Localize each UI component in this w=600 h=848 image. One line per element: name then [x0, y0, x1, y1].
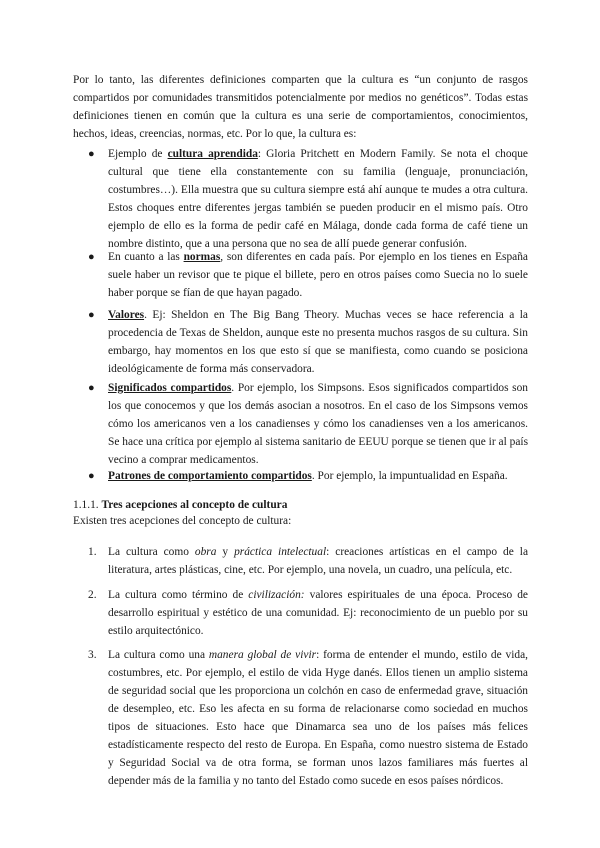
bullet-item: En cuanto a las normas, son diferentes en cada país. Por ejemplo en los tienes en España suele haber un revisor que te pique el billete, pero en otros países como Suecia no lo suele haber porque se fían de que hayan pagado. [108, 251, 528, 299]
bullet-item: Ejemplo de cultura aprendida: Gloria Pritchett en Modern Family. Se nota el choque cultural que tiene ella constantemente con su familia (lenguaje, pronunciación, costumbres…). Ella muestra que su cultura siempre está ahí aunque te mudes a otra cultura. Estos choques entre diferentes jergas también se pueden producir en el mismo país. Otro ejemplo de ello es la forma de pedir café en Málaga, donde cada forma de café tiene un nombre distinto, que a una persona que no sea de allí puede generar confusión. [108, 148, 528, 250]
bullet-dot-icon: ● [88, 309, 95, 321]
list-number: 3. [88, 649, 97, 661]
numbered-item: La cultura como una manera global de vivir: forma de entender el mundo, estilo de vida, costumbres, etc. Por ejemplo, el estilo de vida Hyge danés. Ellos tienen un amplio sistema de seguridad social que les proporciona un colchón en caso de enfermedad grave, situación de desempleo, etc. Eso les afecta en su forma de relacionarse como sociedad en muchos tipos de situaciones. Esto hace que Dinamarca sea uno de los países más felices estadísticamente respecto del resto de Europa. En España, como nuestro sistema de Estado y Seguridad Social va de otra forma, se forman unos lazos familiares más fuertes al depender más de la familia y no tanto del Estado como sucede en esos países nórdicos. [108, 649, 528, 787]
bullet-item: Significados compartidos. Por ejemplo, los Simpsons. Esos significados compartidos son los que conocemos y que los demás asocian a nosotros. En el caso de los Simpsons vemos cómo los americanos ven a los canadienses y cómo los canadienses ven a los americanos. Se hace una crítica por ejemplo al sistema sanitario de EEUU porque se tienen que ir al país vecino a comprar medicamentos. [108, 382, 529, 466]
bullet-dot-icon: ● [88, 251, 95, 263]
numbered-item: La cultura como obra y práctica intelectual: creaciones artísticas en el campo de la literatura, artes plásticas, cine, etc. Por ejemplo, una novela, un cuadro, una película, etc. [108, 546, 529, 576]
list-number: 2. [88, 589, 97, 601]
bullet-dot-icon: ● [88, 382, 95, 394]
section-title: Tres acepciones al concepto de cultura [101, 499, 288, 511]
bullet-term: Valores [108, 309, 145, 321]
bullet-dot-icon: ● [88, 470, 95, 482]
numbered-item: La cultura como término de civilización: valores espirituales de una época. Proceso de desarrollo espiritual y estético de una comunidad. Ej: reconocimiento de un pueblo por su estilo arquitectónico. [108, 589, 528, 637]
intro-paragraph: Por lo tanto, las diferentes definiciones comparten que la cultura es “un conjunto de rasgos compartidos por comunidades transmitidos potencialmente por medios no genéticos”. Todas estas definiciones tienen en común que la cultura es una serie de comportamientos, conocimientos, hechos, ideas, creencias, normas, etc. Por lo que, la cultura es: [73, 74, 528, 140]
bullet-term: cultura aprendida [167, 148, 258, 160]
bullet-term: Significados compartidos [108, 382, 232, 394]
section-intro: Existen tres acepciones del concepto de cultura: [73, 515, 292, 527]
section-number: 1.1.1. [73, 499, 99, 511]
bullet-dot-icon: ● [88, 148, 95, 160]
bullet-item: Valores. Ej: Sheldon en The Big Bang Theory. Muchas veces se hace referencia a la procedencia de Texas de Sheldon, aunque este no presenta muchos rasgos de su cultura. Sin embargo, hay momentos en los que esto sí que se manifiesta, como cuando se posiciona ideológicamente de forma más conservadora. [108, 309, 528, 375]
bullet-term: Patrones de comportamiento compartidos [108, 470, 312, 482]
bullet-term: normas [183, 251, 221, 263]
list-number: 1. [88, 546, 97, 558]
bullet-item: Patrones de comportamiento compartidos. Por ejemplo, la impuntualidad en España. [108, 470, 508, 482]
